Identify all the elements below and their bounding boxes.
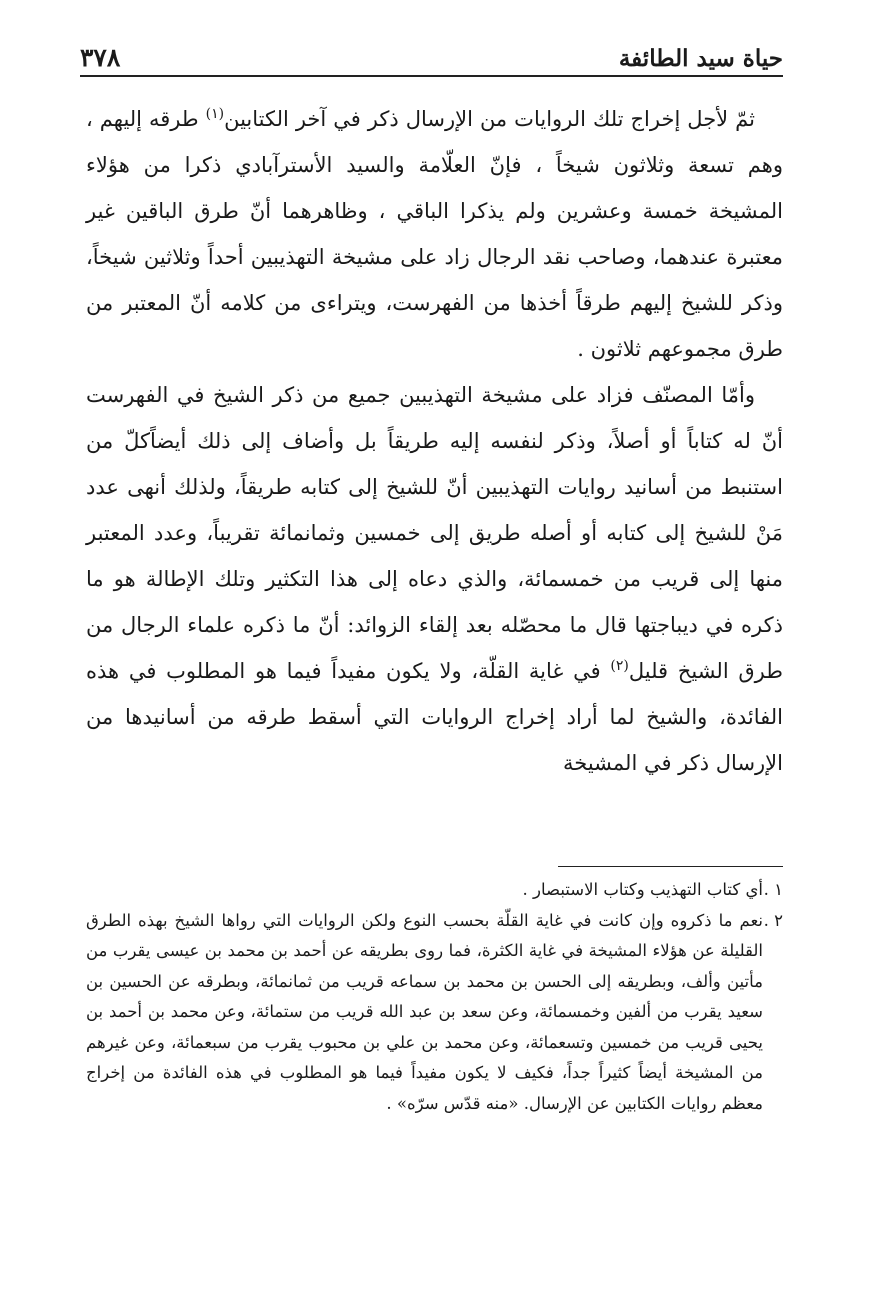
footnote-reference: (١)	[205, 106, 225, 122]
paragraph-text: في غاية القلّة، ولا يكون مفيداً فيما هو المطلوب في هذه الفائدة، والشيخ لما أراد إخراج الروايات التي أسقط طرقه من أسانيدها من الإرسال ذكر في المشيخة	[86, 659, 783, 775]
paragraph-text: ثمّ لأجل إخراج تلك الروايات من الإرسال ذكر في آخر الكتابين	[224, 107, 755, 131]
footnotes	[86, 875, 783, 1119]
footnote-number: ٢ .	[763, 910, 783, 930]
footnote-divider	[558, 866, 783, 867]
page-header	[80, 30, 783, 70]
running-title: حياة سيد الطائفة	[618, 45, 783, 72]
footnote-reference: (٢)	[610, 658, 629, 674]
page-number: ٣٧٨	[80, 43, 121, 72]
footnote	[86, 875, 783, 906]
paragraph-text: طرقه إليهم ، وهم تسعة وثلاثون شيخاً ، فإنّ العلّامة والسيد الأسترآبادي ذكرا من هؤلاء المشيخة خمسة وعشرين ولم يذكرا الباقي ، وظاهرهما أنّ طرق الباقين غير معتبرة عندهما، وصاحب نقد الرجال زاد على مشيخة التهذيبين أحداً وثلاثين شيخاً، وذكر للشيخ إليهم طرقاً أخذها من الفهرست، ويتراءى من كلامه أنّ المعتبر من طرق مجموعهم ثلاثون .	[86, 107, 783, 361]
header-divider	[80, 75, 783, 77]
paragraph	[86, 372, 783, 786]
footnote-text: أي كتاب التهذيب وكتاب الاستبصار .	[522, 880, 763, 899]
footnote-text: نعم ما ذكروه وإن كانت في غاية القلّة بحسب النوع ولكن الروايات التي رواها الشيخ بهذه الطرق القليلة عن هؤلاء المشيخة في غاية الكثرة، فما روى بطريقه عن أحمد بن محمد بن عيسى يقرب من مأتين وألف، وبطريقه إلى الحسن بن محمد بن سماعه قريب من ثمانمائة، وبطرقه عن الحسين بن سعيد يقرب من ألفين وخمسمائة، وعن سعد بن عبد الله قريب من ستمائة، وعن محمد بن أحمد بن يحيى قريب من خمسين وتسعمائة، وعن محمد بن علي بن محبوب يقرب من سبعمائة، وعن غيرهم من المشيخة أيضاً كثيراً جداً، فكيف لا يكون مفيداً فيما هو المطلوب في هذه الفائدة من إخراج معظم روايات الكتابين عن الإرسال. «منه قدّس سرّه» .	[86, 910, 763, 1113]
footnote	[86, 906, 783, 1120]
footnote-number: ١ .	[763, 880, 783, 899]
paragraph	[86, 96, 783, 372]
paragraph-text: وأمّا المصنّف فزاد على مشيخة التهذيبين جميع من ذكر الشيخ في الفهرست أنّ له كتاباً أو أصلاً، وذكر لنفسه إليه طريقاً بل وأضاف إلى ذلك أيضاًكلّ من استنبط من أسانيد روايات التهذيبين أنّ للشيخ إلى كتابه طريقاً، ولذلك أنهى عدد مَنْ للشيخ إلى كتابه أو أصله طريق إلى خمسين وثمانمائة تقريباً، وعدد المعتبر منها إلى قريب من خمسمائة، والذي دعاه إلى هذا التكثير وتلك الإطالة هو ما ذكره في ديباجتها قال ما محصّله بعد إلقاء الزوائد: أنّ ما ذكره علماء الرجال من طرق الشيخ قليل	[86, 383, 783, 683]
main-text	[86, 96, 783, 786]
